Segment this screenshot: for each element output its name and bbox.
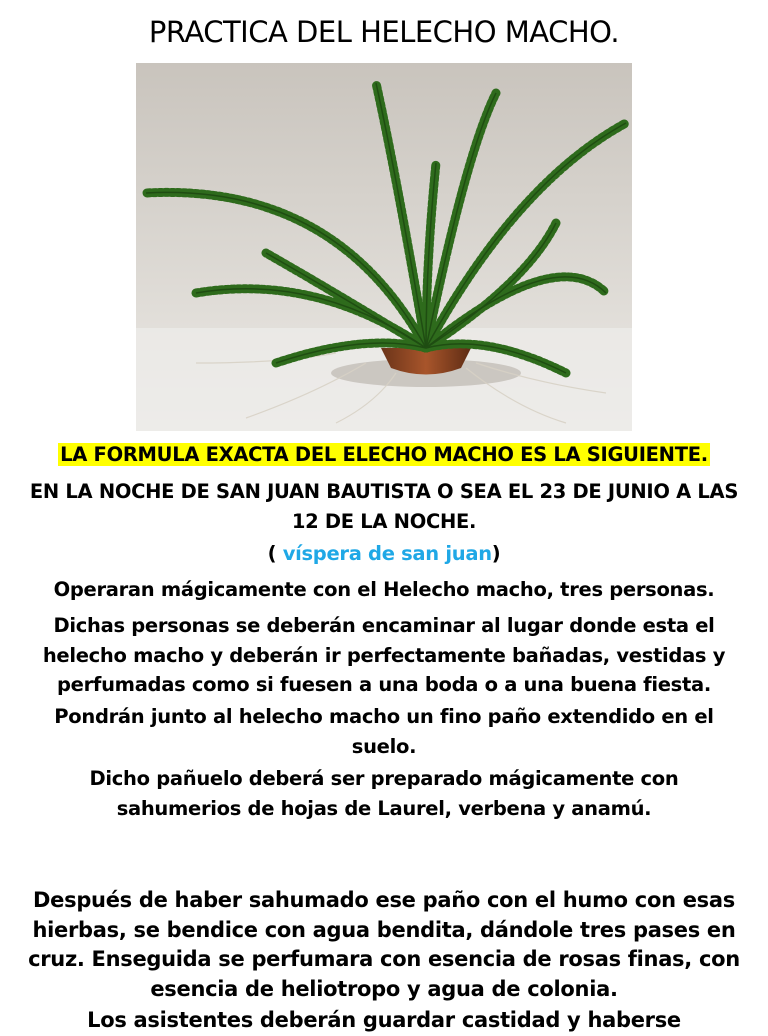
highlighted-text: LA FORMULA EXACTA DEL ELECHO MACHO ES LA SIGUIENTE.: [60, 443, 708, 466]
paragraph-three-people: Operaran mágicamente con el Helecho macho, tres personas.: [53, 578, 715, 601]
fern-photo: [136, 63, 632, 431]
highlighted-heading: [28, 440, 740, 470]
paragraph-blessing: Después de haber sahumado ese paño con el humo con esas hierbas, se bendice con agua bendita, dándole tres pases en cruz. Enseguida se perfumara con esencia de rosas finas, con esencia de heliotropo y agua de colonia.: [28, 888, 740, 1001]
page-title: PRACTICA DEL HELECHO MACHO.: [148, 15, 620, 49]
paragraph-cloth: Pondrán junto al helecho macho un fino paño extendido en el suelo.: [54, 705, 714, 758]
vispera-link[interactable]: víspera de san juan: [282, 542, 492, 565]
paragraph-chastity: Los asistentes deberán guardar castidad y haberse: [87, 1008, 681, 1032]
paragraph-date: EN LA NOCHE DE SAN JUAN BAUTISTA O SEA EL 23 DE JUNIO A LAS 12 DE LA NOCHE.: [29, 480, 739, 533]
paragraph-vispera: ( víspera de san juan): [267, 542, 501, 565]
paragraph-handkerchief: Dicho pañuelo deberá ser preparado mágicamente con sahumerios de hojas de Laurel, verbena y anamú.: [89, 767, 679, 820]
paragraph-preparation: Dichas personas se deberán encaminar al lugar donde esta el helecho macho y deberán ir perfectamente bañadas, vestidas y perfumadas como si fuesen a una boda o a una buena fiesta.: [42, 614, 726, 696]
